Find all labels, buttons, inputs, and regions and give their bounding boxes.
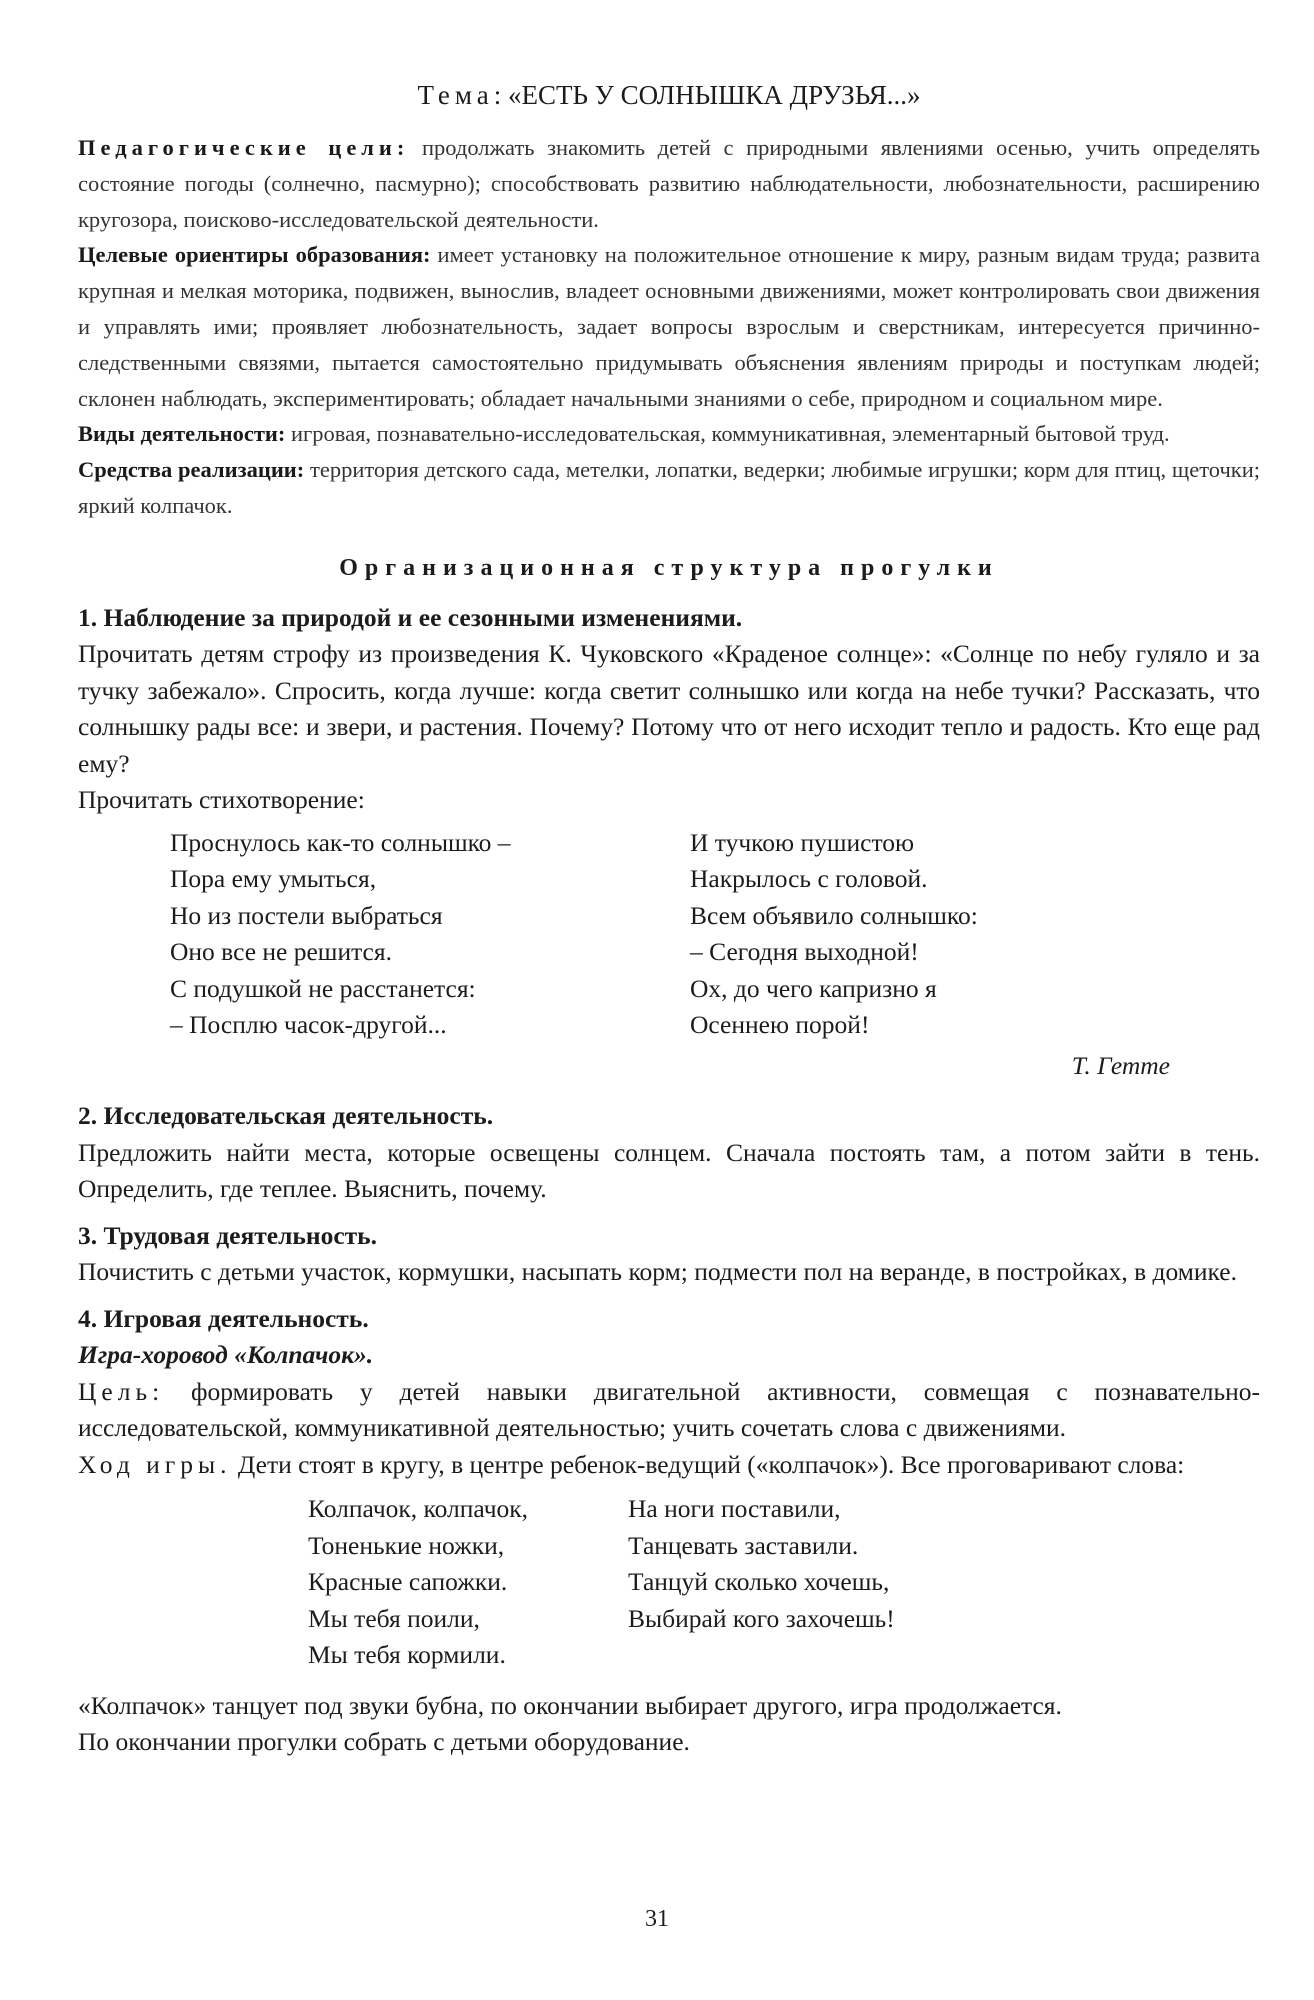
poem-line: Красные сапожки. [308,1567,508,1597]
game-ending [78,1688,1260,1761]
activities-label: Виды деятельности: [78,421,286,447]
goals-label: Педагогические цели: [78,135,410,160]
poem-line: Но из постели выбраться [170,900,443,930]
poem-kolpachok [78,1491,1260,1674]
poem-line: Всем объявило солнышко: [690,900,978,930]
s3-heading: 3. Трудовая деятельность. [78,1220,378,1250]
poem-line: Осеннею порой! [690,1010,870,1040]
poem-line: Накрылось с головой. [690,864,928,894]
section-title: Организационная структура прогулки [339,554,999,581]
poem-sun-left [170,825,620,1044]
poem-line: – Сегодня выходной! [690,937,919,967]
s1-text: Прочитать детям строфу из произведения К. Чуковского «Краденое солнце»: «Солнце по небу гуляло и за тучку забежало». Спросить, когда лучше: когда светит солнышко или когда на небе тучки? Рассказать, что солнышку рады все: и звери, и растения. Почему? Потому что от него исходит тепло и радость. Кто еще рад ему? [78,639,1260,778]
poem-line: Мы тебя поили, [308,1603,480,1633]
targets-text: имеет установку на положительное отношение к миру, разным видам труда; развита крупная и мелкая моторика, подвижен, вынослив, владеет основными движениями, может контролировать свои движения и управлять ими; проявляет любознательность, задает вопросы взрослым и сверстникам, интересуется причинно-следственными связями, пытается самостоятельно придумывать объяснения явлениям природы и поступкам людей; склонен наблюдать, экспериментировать; обладает начальными знаниями о себе, природном и социальном мире. [78,242,1260,411]
lesson-meta [78,130,1260,524]
walk-structure [78,600,1260,819]
page-title [78,78,1260,112]
game-goal [78,1374,1260,1447]
means-paragraph [78,452,1260,524]
game-course [78,1447,1260,1484]
poem-sun-right [690,825,978,1044]
poem-line: Тоненькие ножки, [308,1530,505,1560]
poem-line: Пора ему умыться, [170,864,377,894]
goal-label: Цель: [78,1376,165,1406]
poem-kolpachok-left [308,1491,628,1674]
poem-line: Выбирай кого захочешь! [628,1603,895,1633]
poem-line: Танцевать заставили. [628,1530,859,1560]
poem-line: Ох, до чего капризно я [690,973,937,1003]
activities-text: игровая, познавательно-исследовательская, коммуникативная, элементарный бытовой труд. [285,421,1170,447]
poem-line: Оно все не решится. [170,937,392,967]
s2-text: Предложить найти места, которые освещены солнцем. Сначала постоять там, а потом зайти в тень. Определить, где теплее. Выяснить, почему. [78,1137,1260,1204]
poem-line: – Посплю часок-другой... [170,1010,447,1040]
s1-heading: 1. Наблюдение за природой и ее сезонными изменениями. [78,602,743,632]
goals-paragraph [78,130,1260,237]
goal-text: формировать у детей навыки двигательной активности, совмещая с познавательно-исследовательской, коммуникативной деятельностью; учить сочетать слова с движениями. [78,1376,1260,1443]
s3-text: Почистить с детьми участок, кормушки, насыпать корм; подмести пол на веранде, в постройках, в домике. [78,1257,1237,1287]
s2-heading: 2. Исследовательская деятельность. [78,1101,494,1131]
title-prefix: Тема [417,80,494,110]
poem-line: Проснулось как-то солнышко – [170,827,511,857]
poem-kolpachok-right [628,1491,895,1674]
poem-line: Танцуй сколько хочешь, [628,1567,890,1597]
poem-sun [78,825,1260,1044]
game-after: «Колпачок» танцует под звуки бубна, по окончании выбирает другого, игра продолжается. [78,1690,1062,1720]
poem-author: Т. Гетте [1071,1050,1170,1080]
means-label: Средства реализации: [78,457,305,483]
course-label: Ход игры. [78,1449,232,1479]
poem-line: Мы тебя кормили. [308,1640,506,1670]
sections-2-4 [78,1098,1260,1483]
poem-line: С подушкой не расстанется: [170,973,476,1003]
goals-text: продолжать знакомить детей с природными явлениями осенью, учить определять состояние погоды (солнечно, пасмурно); способствовать развитию наблюдательности, любознательности, расширению кругозора, поисково-исследовательской деятельности. [78,135,1260,232]
page-number: 31 [645,1906,669,1932]
poem-line: И тучкою пушистою [690,827,915,857]
poem-line: Колпачок, колпачок, [308,1494,529,1524]
activities-paragraph [78,416,1260,452]
targets-paragraph [78,237,1260,416]
s1-read: Прочитать стихотворение: [78,785,365,815]
game-title: Игра-хоровод «Колпачок». [78,1340,374,1370]
targets-label: Целевые ориентиры образования: [78,242,431,268]
means-text: территория детского сада, метелки, лопатки, ведерки; любимые игрушки; корм для птиц, щеточки; яркий колпачок. [78,457,1260,518]
course-text: Дети стоят в кругу, в центре ребенок-ведущий («колпачок»). Все проговаривают слова: [231,1449,1185,1479]
title-main: : «ЕСТЬ У СОЛНЫШКА ДРУЗЬЯ...» [493,80,921,110]
s4-heading: 4. Игровая деятельность. [78,1303,369,1333]
poem-line: На ноги поставили, [628,1494,841,1524]
page-content [78,78,1260,1761]
walk-end: По окончании прогулки собрать с детьми оборудование. [78,1727,690,1757]
